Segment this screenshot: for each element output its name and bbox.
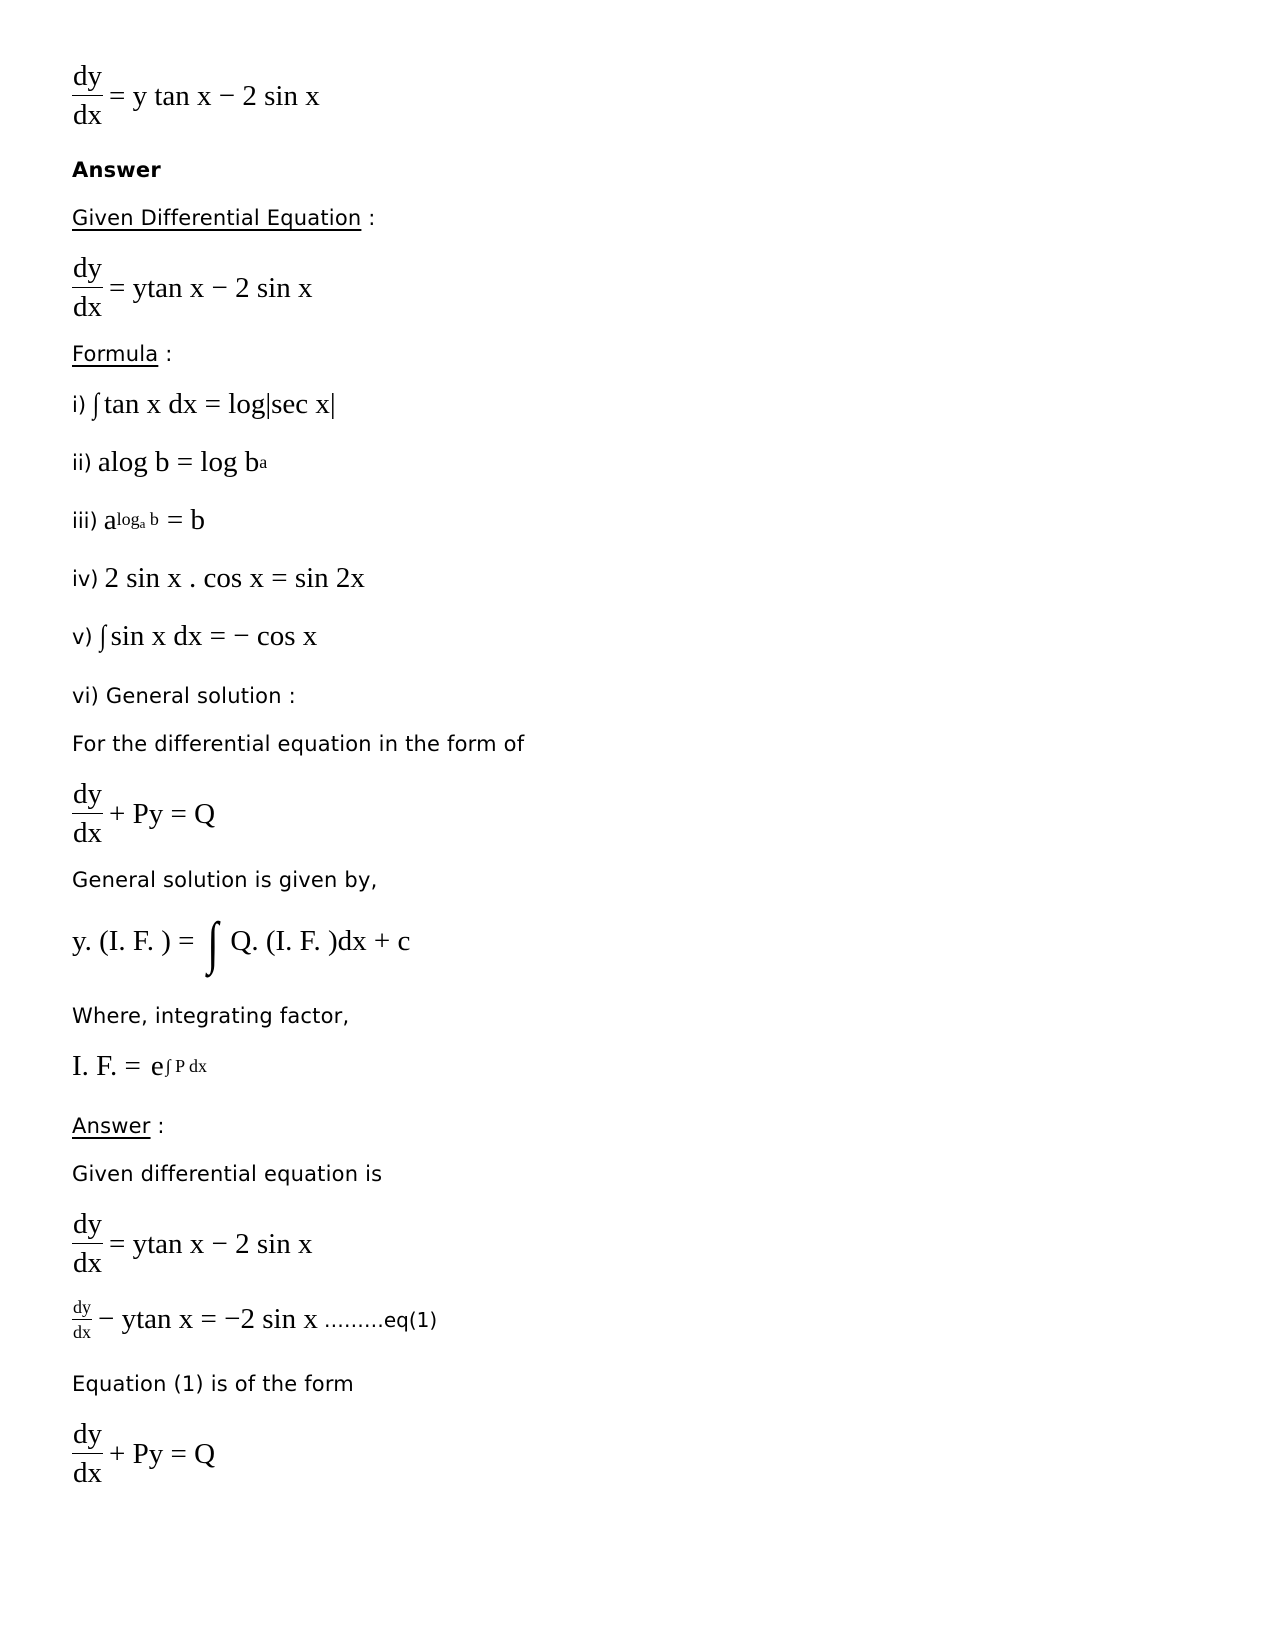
fraction-denominator: dx bbox=[73, 99, 102, 131]
general-solution-equation bbox=[72, 910, 411, 975]
text-form-of: For the differential equation in the form of bbox=[72, 732, 525, 756]
formula-expression: tan x dx = log|sec x| bbox=[103, 388, 336, 420]
formula-4 bbox=[72, 562, 365, 595]
formula-exponent bbox=[117, 509, 159, 532]
given-equation bbox=[72, 254, 312, 322]
fraction-denominator: dx bbox=[73, 291, 102, 323]
formula-6-general-solution: vi) General solution : bbox=[72, 684, 296, 708]
equation-rhs: − ytan x = −2 sin x bbox=[98, 1303, 318, 1335]
integral-sign: ∫ bbox=[99, 620, 106, 652]
answer-heading: Answer bbox=[72, 158, 161, 182]
equation-lhs: y. (I. F. ) = bbox=[72, 924, 195, 957]
fraction-numerator: dy bbox=[72, 1210, 103, 1244]
formula-5 bbox=[72, 620, 317, 653]
formula-expression: sin x dx = − cos x bbox=[110, 620, 318, 652]
formula-index: i) bbox=[72, 392, 87, 417]
formula-expression: alog b = log b bbox=[97, 446, 260, 478]
derivative-fraction bbox=[72, 62, 103, 130]
answer-2-heading bbox=[72, 1114, 165, 1138]
formula-index: ii) bbox=[72, 450, 92, 475]
equation-rhs: = ytan x − 2 sin x bbox=[109, 271, 313, 304]
equation-rhs: Q. (I. F. )dx + c bbox=[230, 924, 411, 957]
formula-index: v) bbox=[72, 624, 93, 649]
text-general-solution: General solution is given by, bbox=[72, 868, 378, 892]
derivative-fraction bbox=[72, 254, 103, 322]
formula-1 bbox=[72, 388, 336, 421]
exponent-b: b bbox=[145, 509, 159, 529]
formula-label: Formula bbox=[72, 342, 159, 366]
derivative-fraction bbox=[72, 780, 103, 848]
formula-expression: 2 sin x . cos x = sin 2x bbox=[104, 562, 365, 594]
formula-base: a bbox=[103, 504, 117, 536]
equation-1 bbox=[72, 1298, 437, 1341]
fraction-numerator: dy bbox=[72, 254, 103, 288]
formula-3 bbox=[72, 504, 205, 537]
answer-2-colon: : bbox=[150, 1114, 165, 1138]
equation-lhs: I. F. = bbox=[72, 1050, 141, 1082]
equation-rhs: = ytan x − 2 sin x bbox=[109, 1227, 313, 1260]
given-de-label: Given Differential Equation bbox=[72, 206, 362, 230]
fraction-denominator: dx bbox=[73, 1322, 91, 1342]
fraction-denominator: dx bbox=[73, 817, 102, 849]
fraction-numerator: dy bbox=[72, 1420, 103, 1454]
equation-rhs: = y tan x − 2 sin x bbox=[109, 79, 320, 112]
fraction-denominator: dx bbox=[73, 1247, 102, 1279]
derivative-fraction bbox=[72, 1298, 92, 1341]
exponent: ∫ P dx bbox=[165, 1056, 207, 1076]
formula-superscript: a bbox=[259, 452, 268, 472]
exponent-subscript: a bbox=[139, 516, 146, 531]
question-equation bbox=[72, 62, 320, 130]
fraction-numerator: dy bbox=[72, 780, 103, 814]
given-de-heading bbox=[72, 206, 376, 230]
text-integrating-factor: Where, integrating factor, bbox=[72, 1004, 350, 1028]
formula-2 bbox=[72, 446, 267, 479]
derivative-fraction bbox=[72, 1420, 103, 1488]
exponent-log: log bbox=[116, 509, 140, 529]
form-equation bbox=[72, 780, 215, 848]
equation-tag: ………eq(1) bbox=[323, 1307, 438, 1332]
given-de-colon: : bbox=[361, 206, 376, 230]
formula-heading bbox=[72, 342, 172, 366]
text-given-de-is: Given differential equation is bbox=[72, 1162, 383, 1186]
integrating-factor-formula bbox=[72, 1050, 207, 1083]
fraction-numerator: dy bbox=[72, 62, 103, 96]
integral-sign: ∫ bbox=[92, 388, 100, 420]
derivative-fraction bbox=[72, 1210, 103, 1278]
equation-rhs: + Py = Q bbox=[109, 1437, 216, 1470]
answer-2-label: Answer bbox=[72, 1114, 151, 1138]
given-equation-2 bbox=[72, 1210, 312, 1278]
formula-colon: : bbox=[158, 342, 173, 366]
formula-expression: = b bbox=[166, 504, 205, 536]
fraction-denominator: dx bbox=[73, 1457, 102, 1489]
exponent-base: e bbox=[150, 1050, 164, 1082]
text-eq1-form: Equation (1) is of the form bbox=[72, 1372, 354, 1396]
fraction-numerator: dy bbox=[72, 1298, 92, 1320]
formula-index: iii) bbox=[72, 508, 98, 533]
integral-sign: ∫ bbox=[206, 910, 219, 975]
equation-rhs: + Py = Q bbox=[109, 797, 216, 830]
form-equation-2 bbox=[72, 1420, 215, 1488]
formula-index: iv) bbox=[72, 566, 99, 591]
